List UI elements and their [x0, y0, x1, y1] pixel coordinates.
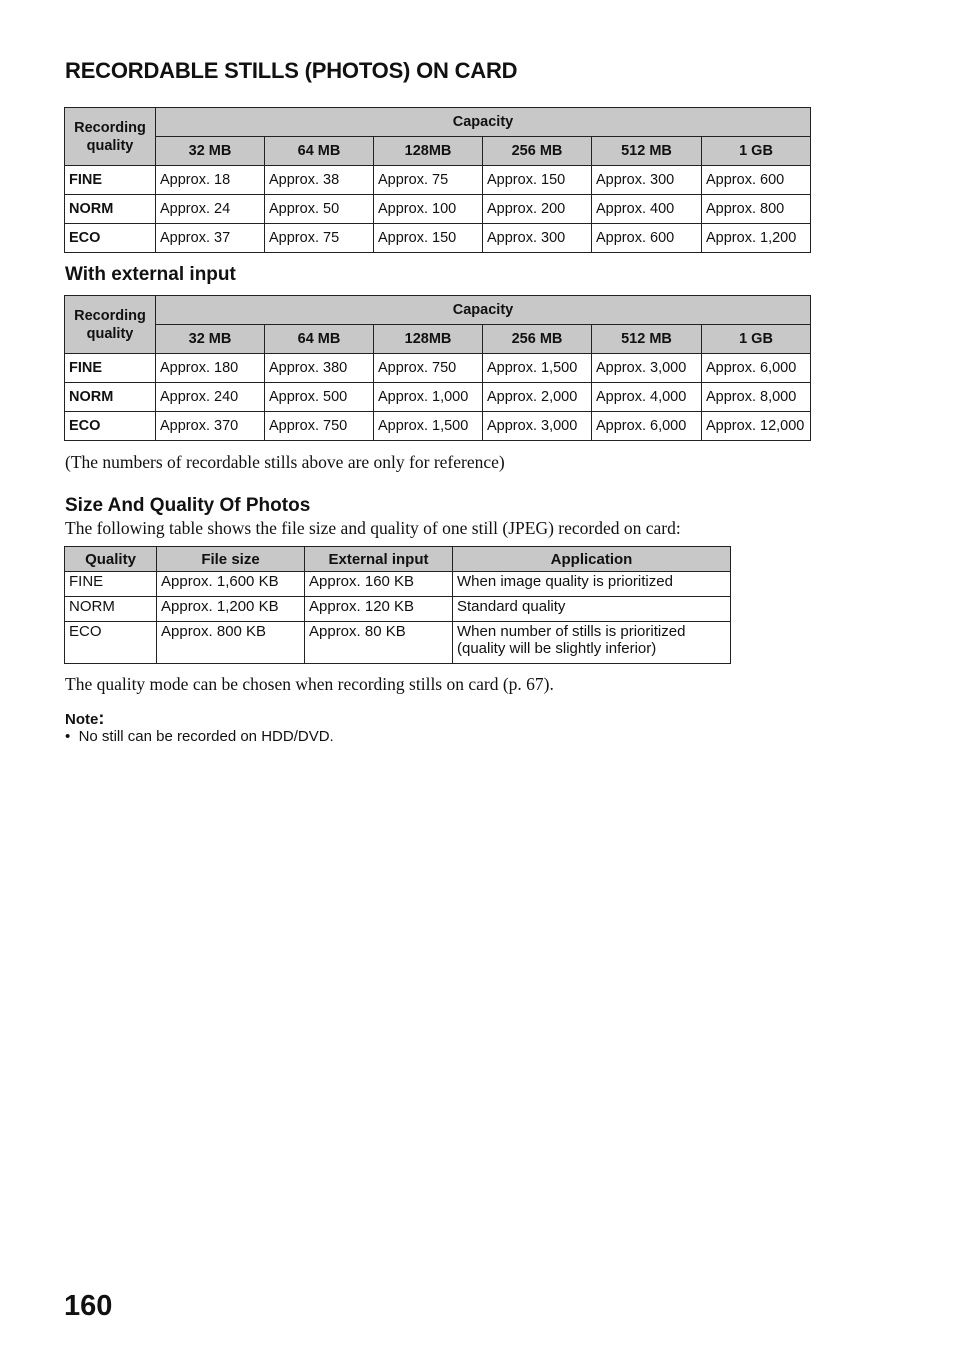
- column-header: 512 MB: [592, 137, 702, 166]
- header-line: quality: [86, 325, 134, 342]
- header-line: quality: [86, 137, 134, 154]
- table-cell: Approx. 300: [592, 166, 702, 195]
- table-cell: Approx. 37: [156, 224, 265, 253]
- note-heading: Note:: [65, 708, 105, 728]
- column-header: 64 MB: [265, 137, 374, 166]
- table-cell: Approx. 1,500: [374, 412, 483, 441]
- table-cell: Approx. 80 KB: [305, 622, 453, 664]
- table-cell: Approx. 400: [592, 195, 702, 224]
- table-cell: ECO: [65, 622, 157, 664]
- column-header: 1 GB: [702, 325, 811, 354]
- column-header: External input: [305, 547, 453, 572]
- row-label: FINE: [65, 354, 156, 383]
- table-cell: Approx. 24: [156, 195, 265, 224]
- column-header: 32 MB: [156, 325, 265, 354]
- section-title-external-input: With external input: [65, 264, 236, 285]
- photo-size-quality-table: [64, 546, 731, 664]
- table-cell: Approx. 75: [265, 224, 374, 253]
- table-row: [65, 195, 811, 224]
- table-cell: Approx. 18: [156, 166, 265, 195]
- table-row: [65, 597, 731, 622]
- row-label: ECO: [65, 224, 156, 253]
- note-text: No still can be recorded on HDD/DVD.: [78, 728, 334, 745]
- recording-quality-header: [65, 296, 156, 354]
- table-cell: Approx. 1,000: [374, 383, 483, 412]
- capacity-header: Capacity: [156, 296, 811, 325]
- table-cell: Approx. 600: [702, 166, 811, 195]
- table-cell: Approx. 150: [374, 224, 483, 253]
- table-row: [65, 572, 731, 597]
- table-cell: Approx. 200: [483, 195, 592, 224]
- table-cell: Approx. 750: [265, 412, 374, 441]
- table-cell: Approx. 800: [702, 195, 811, 224]
- section-title-size-quality: Size And Quality Of Photos: [65, 495, 311, 516]
- cell-line: (quality will be slightly inferior): [457, 640, 657, 657]
- table-cell: Approx. 1,500: [483, 354, 592, 383]
- table-row: [65, 166, 811, 195]
- section-intro: The following table shows the file size and quality of one still (JPEG) recorded on card:: [65, 518, 681, 538]
- note-label: Note: [65, 711, 99, 728]
- table-cell: Approx. 160 KB: [305, 572, 453, 597]
- table-row: [65, 622, 731, 664]
- column-header: 512 MB: [592, 325, 702, 354]
- quality-mode-text: The quality mode can be chosen when recording stills on card (p. 67).: [65, 674, 554, 694]
- page-title: RECORDABLE STILLS (PHOTOS) ON CARD: [65, 58, 518, 83]
- table-cell: When image quality is prioritized: [453, 572, 731, 597]
- column-header: Quality: [65, 547, 157, 572]
- table-cell: Approx. 3,000: [592, 354, 702, 383]
- table-cell: NORM: [65, 597, 157, 622]
- column-header: 32 MB: [156, 137, 265, 166]
- table-cell: Approx. 500: [265, 383, 374, 412]
- table-cell: Standard quality: [453, 597, 731, 622]
- table-cell: Approx. 3,000: [483, 412, 592, 441]
- row-label: NORM: [65, 195, 156, 224]
- table-cell: Approx. 2,000: [483, 383, 592, 412]
- table-row: [65, 412, 811, 441]
- table-cell: Approx. 150: [483, 166, 592, 195]
- table-cell: Approx. 800 KB: [157, 622, 305, 664]
- table-row: [65, 354, 811, 383]
- table-cell: Approx. 75: [374, 166, 483, 195]
- table-cell: Approx. 370: [156, 412, 265, 441]
- column-header: 256 MB: [483, 325, 592, 354]
- reference-note: (The numbers of recordable stills above are only for reference): [65, 452, 505, 472]
- table-cell: [453, 622, 731, 664]
- table-cell: Approx. 300: [483, 224, 592, 253]
- recordable-stills-table: [64, 107, 811, 253]
- table-cell: Approx. 6,000: [592, 412, 702, 441]
- table-cell: Approx. 1,600 KB: [157, 572, 305, 597]
- header-line: Recording: [74, 119, 146, 136]
- table-cell: Approx. 8,000: [702, 383, 811, 412]
- row-label: FINE: [65, 166, 156, 195]
- column-header: 64 MB: [265, 325, 374, 354]
- table-cell: Approx. 38: [265, 166, 374, 195]
- table-cell: Approx. 12,000: [702, 412, 811, 441]
- cell-line: When number of stills is prioritized: [457, 623, 686, 640]
- table-cell: Approx. 750: [374, 354, 483, 383]
- table-cell: Approx. 50: [265, 195, 374, 224]
- page-number: 160: [64, 1290, 113, 1322]
- row-label: NORM: [65, 383, 156, 412]
- table-cell: Approx. 380: [265, 354, 374, 383]
- capacity-header: Capacity: [156, 108, 811, 137]
- column-header: 128MB: [374, 325, 483, 354]
- table-cell: Approx. 600: [592, 224, 702, 253]
- column-header: 128MB: [374, 137, 483, 166]
- table-cell: Approx. 6,000: [702, 354, 811, 383]
- header-line: Recording: [74, 307, 146, 324]
- column-header: 1 GB: [702, 137, 811, 166]
- table-cell: FINE: [65, 572, 157, 597]
- row-label: ECO: [65, 412, 156, 441]
- recording-quality-header: [65, 108, 156, 166]
- table-row: [65, 224, 811, 253]
- table-cell: Approx. 4,000: [592, 383, 702, 412]
- table-cell: Approx. 120 KB: [305, 597, 453, 622]
- table-cell: Approx. 100: [374, 195, 483, 224]
- note-item: • No still can be recorded on HDD/DVD.: [65, 728, 334, 745]
- table-row: [65, 383, 811, 412]
- table-cell: Approx. 1,200: [702, 224, 811, 253]
- column-header: Application: [453, 547, 731, 572]
- column-header: 256 MB: [483, 137, 592, 166]
- column-header: File size: [157, 547, 305, 572]
- table-cell: Approx. 240: [156, 383, 265, 412]
- table-cell: Approx. 1,200 KB: [157, 597, 305, 622]
- external-input-stills-table: [64, 295, 811, 441]
- table-cell: Approx. 180: [156, 354, 265, 383]
